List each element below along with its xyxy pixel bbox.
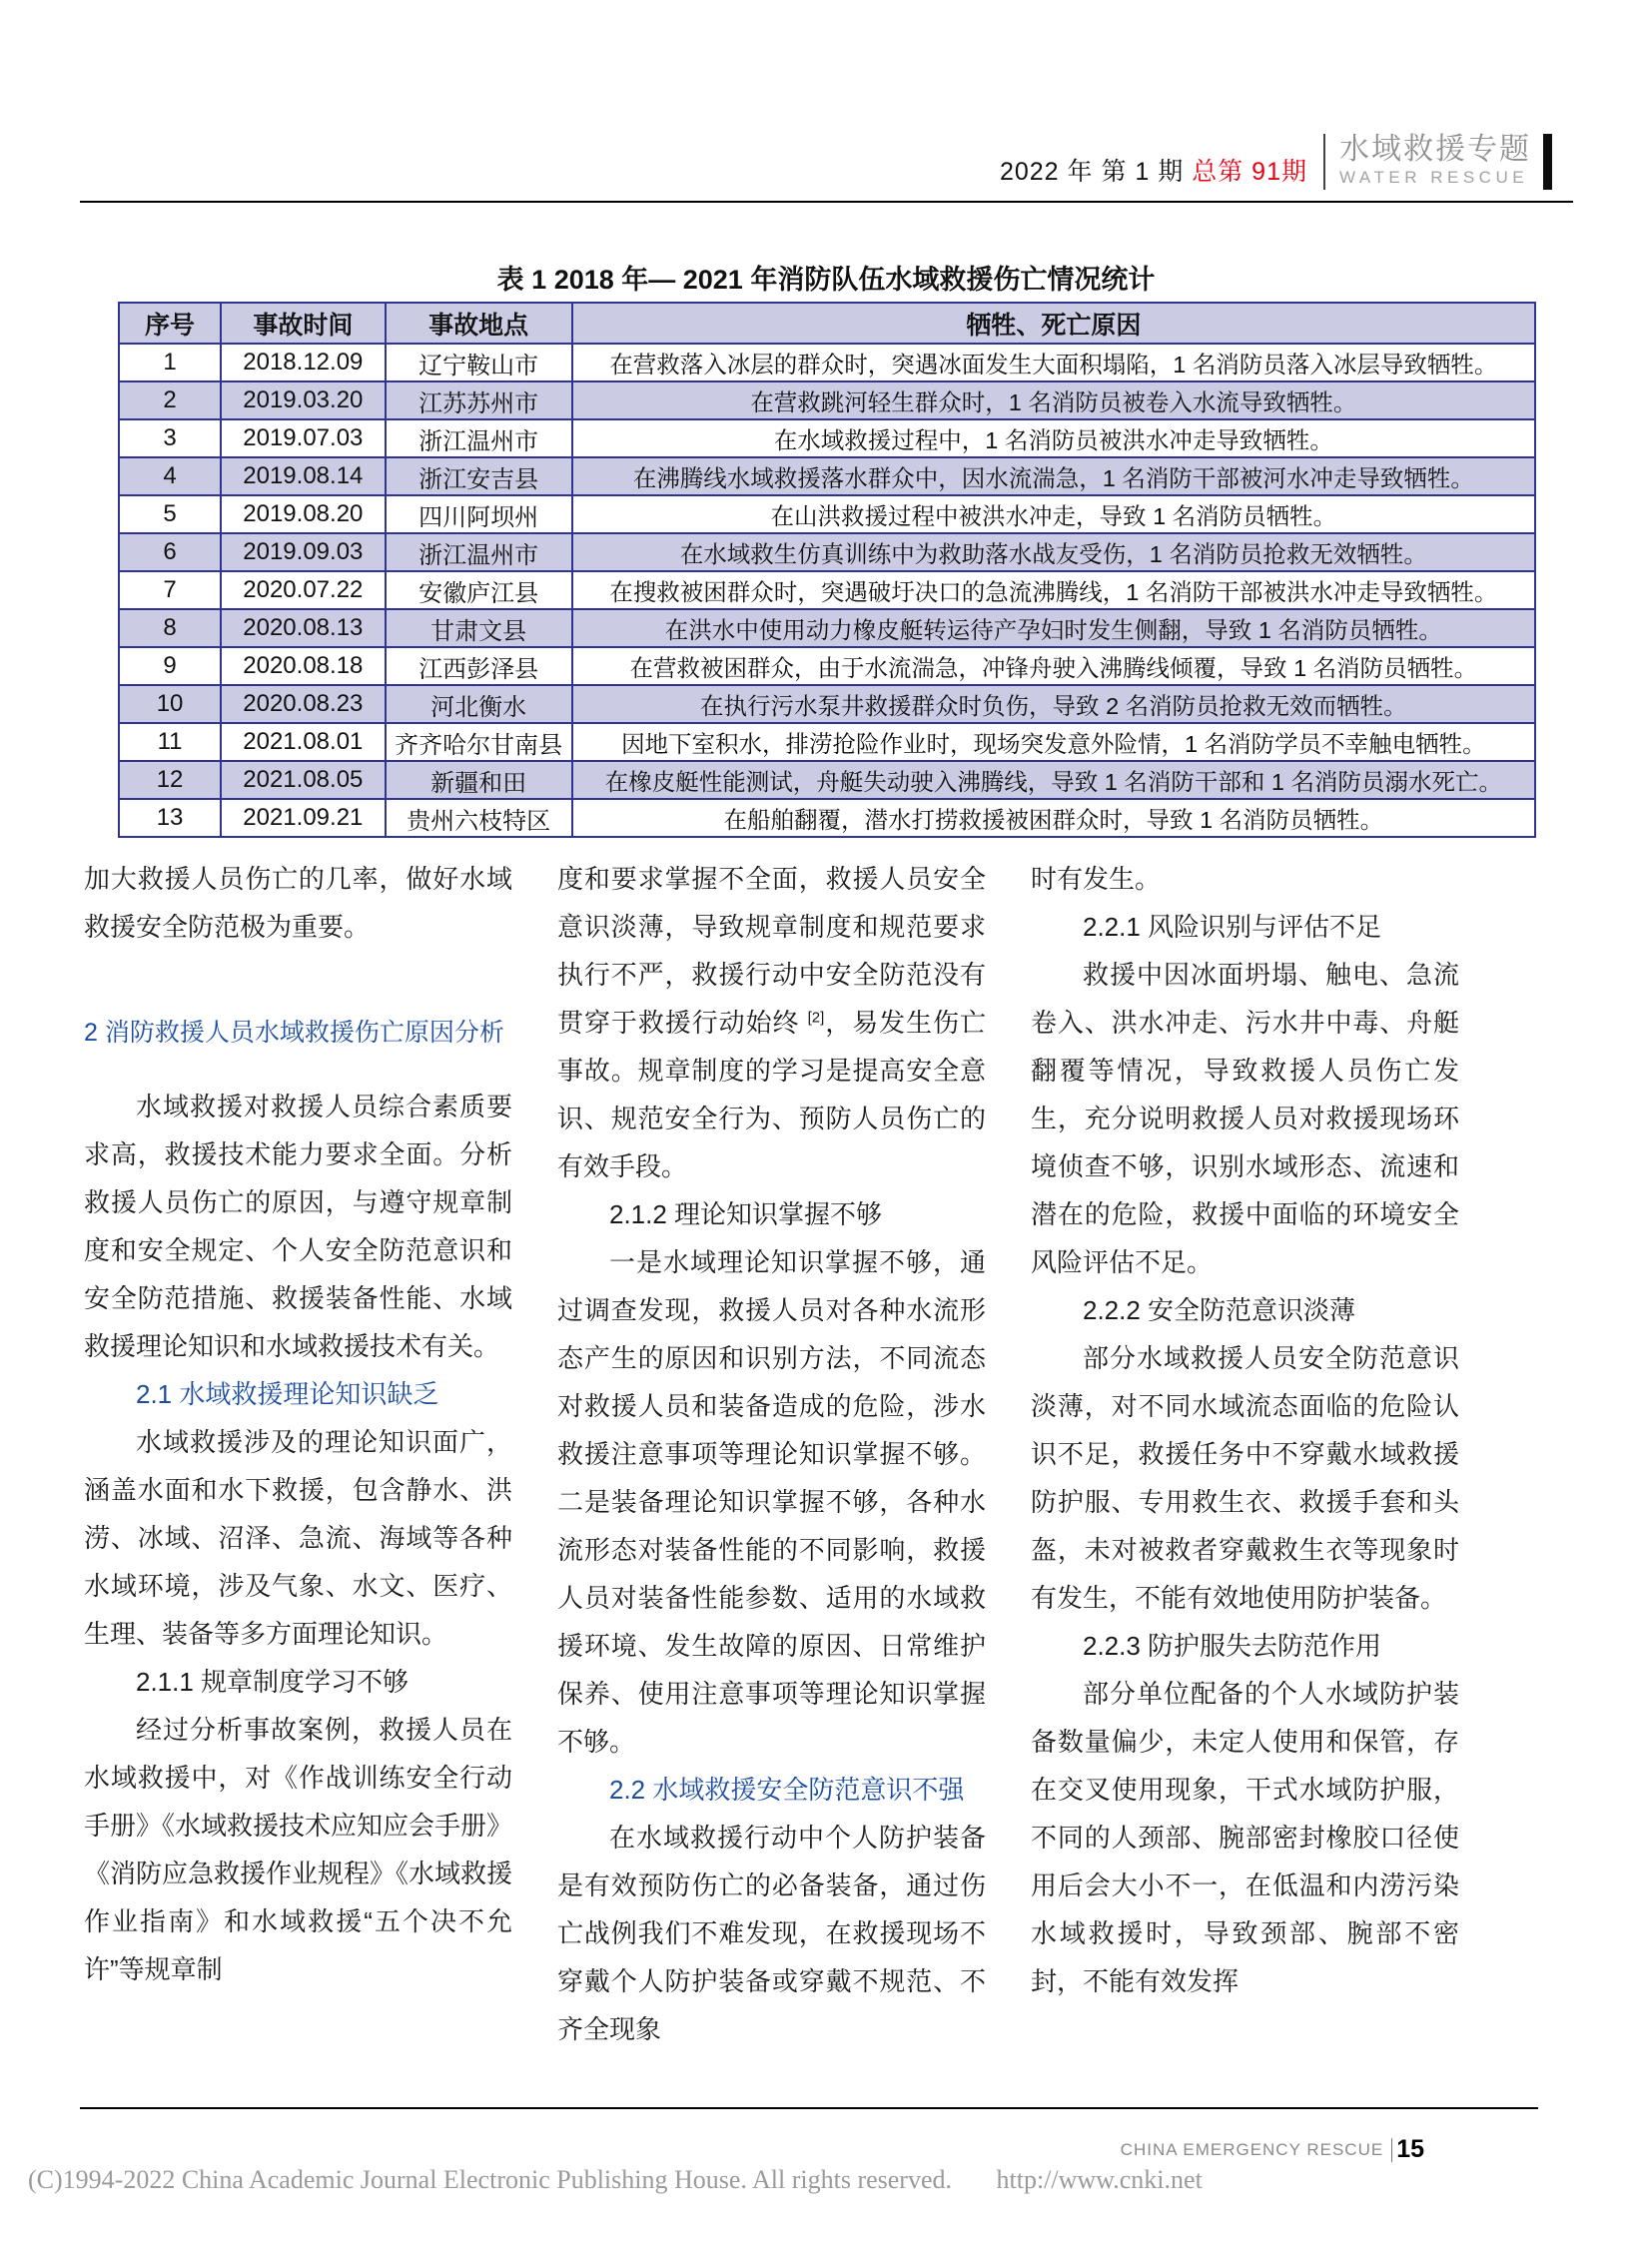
accident-location: 四川阿坝州 (386, 495, 572, 533)
copyright-url: http://www.cnki.net (996, 2165, 1203, 2194)
paragraph: 时有发生。 (1031, 864, 1162, 894)
topic-block (1339, 134, 1531, 190)
accident-location: 江西彭泽县 (386, 647, 572, 685)
accident-location: 甘肃文县 (386, 609, 572, 647)
row-index: 1 (119, 344, 221, 381)
article-body (84, 855, 1459, 2053)
death-cause: 在营救跳河轻生群众时，1 名消防员被卷入水流导致牺牲。 (572, 381, 1535, 419)
row-index: 10 (119, 685, 221, 723)
table-row (119, 761, 1535, 799)
accident-date: 2019.03.20 (221, 381, 385, 419)
journal-name-en: CHINA EMERGENCY RESCUE (1120, 2139, 1384, 2159)
paragraph: 在水域救援行动中个人防护装备是有效预防伤亡的必备装备，通过伤亡战例我们不难发现，在救援现场不穿戴个人防护装备或穿戴不规范、不齐全现象 (557, 1823, 986, 2044)
accident-date: 2021.08.05 (221, 761, 385, 799)
table-row (119, 571, 1535, 609)
paragraph: 水域救援涉及的理论知识面广，涵盖水面和水下救援，包含静水、洪涝、冰域、沼泽、急流、海域等各种水域环境，涉及气象、水文、医疗、生理、装备等多方面理论知识。 (84, 1427, 512, 1649)
accident-location: 贵州六枝特区 (386, 799, 572, 837)
paragraph: 水域救援对救援人员综合素质要求高，救援技术能力要求全面。分析救援人员伤亡的原因，与遵守规章制度和安全规定、个人安全防范意识和安全防范措施、救援装备性能、水域救援理论知识和水域救援技术有关。 (84, 1092, 512, 1361)
row-index: 2 (119, 381, 221, 419)
death-cause: 在沸腾线水域救援落水群众中，因水流湍急，1 名消防干部被河水冲走导致牺牲。 (572, 457, 1535, 495)
table-row (119, 609, 1535, 647)
accident-location: 安徽庐江县 (386, 571, 572, 609)
text-column-2 (557, 855, 986, 2053)
issue-info-red: 总第 91期 (1192, 158, 1307, 186)
death-cause: 在水域救生仿真训练中为救助落水战友受伤，1 名消防员抢救无效牺牲。 (572, 533, 1535, 571)
copyright-watermark (28, 2165, 1203, 2195)
accident-location: 江苏苏州市 (386, 381, 572, 419)
paragraph: 部分水域救援人员安全防范意识淡薄，对不同水域流态面临的危险认识不足，救援任务中不穿戴水域救援防护服、专用救生衣、救援手套和头盔，未对被救者穿戴救生衣等现象时有发生，不能有效地使用防护装备。 (1031, 1343, 1459, 1613)
section-heading-2-1: 2.1 水域救援理论知识缺乏 (136, 1379, 439, 1409)
accident-date: 2019.08.14 (221, 457, 385, 495)
page-number: 15 (1396, 2135, 1424, 2163)
table-row (119, 495, 1535, 533)
accident-date: 2021.09.21 (221, 799, 385, 837)
text-column-3 (1031, 855, 1459, 2053)
paragraph: 经过分析事故案例，救援人员在水域救援中，对《作战训练安全行动手册》《水域救援技术应知应会手册》《消防应急救援作业规程》《水域救援作业指南》和水域救援“五个决不允许”等规章制 (84, 1715, 513, 1984)
row-index: 11 (119, 723, 221, 761)
table-row (119, 381, 1535, 419)
casualty-table (118, 302, 1536, 838)
section-heading-2-2-2: 2.2.2 安全防范意识淡薄 (1083, 1295, 1356, 1325)
paragraph: 加大救援人员伤亡的几率，做好水域救援安全防范极为重要。 (84, 864, 512, 942)
table-row (119, 533, 1535, 571)
row-index: 5 (119, 495, 221, 533)
topic-subtitle: WATER RESCUE (1339, 168, 1529, 187)
accident-location: 辽宁鞍山市 (386, 344, 572, 381)
header-divider (1323, 134, 1325, 190)
table-row (119, 419, 1535, 457)
accident-location: 齐齐哈尔甘南县 (386, 723, 572, 761)
page-info (1121, 2135, 1424, 2164)
paragraph: 救援中因冰面坍塌、触电、急流卷入、洪水冲走、污水井中毒、舟艇翻覆等情况，导致救援人员伤亡发生，充分说明救援人员对救援现场环境侦查不够，识别水域形态、流速和潜在的危险，救援中面临的环境安全风险评估不足。 (1031, 960, 1459, 1277)
section-heading-2-1-2: 2.1.2 理论知识掌握不够 (609, 1199, 883, 1229)
row-index: 4 (119, 457, 221, 495)
issue-info-black: 2022 年 第 1 期 (999, 158, 1185, 186)
text-column-1 (84, 855, 512, 2053)
table-column-header: 牺牲、死亡原因 (572, 303, 1535, 344)
paragraph: 部分单位配备的个人水域防护装备数量偏少，未定人使用和保管，存在交叉使用现象，干式水域防护服，不同的人颈部、腕部密封橡胶口径使用后会大小不一，在低温和内涝污染水域救援时，导致颈部、腕部不密封，不能有效发挥 (1031, 1679, 1459, 1996)
table-row (119, 799, 1535, 837)
section-heading-2: 2 消防救援人员水域救援伤亡原因分析 (84, 1019, 504, 1047)
accident-location: 浙江安吉县 (386, 457, 572, 495)
death-cause: 在洪水中使用动力橡皮艇转运待产孕妇时发生侧翻，导致 1 名消防员牺牲。 (572, 609, 1535, 647)
paragraph: 一是水域理论知识掌握不够，通过调查发现，救援人员对各种水流形态产生的原因和识别方法，不同流态对救援人员和装备造成的危险，涉水救援注意事项等理论知识掌握不够。二是装备理论知识掌握不够，各种水流形态对装备性能的不同影响，救援人员对装备性能参数、适用的水域救援环境、发生故障的原因、日常维护保养、使用注意事项等理论知识掌握不够。 (557, 1247, 986, 1757)
casualty-table-wrap (118, 302, 1536, 838)
table-column-header: 序号 (119, 303, 221, 344)
row-index: 3 (119, 419, 221, 457)
table-row (119, 457, 1535, 495)
header-rule (80, 201, 1573, 203)
death-cause: 在船舶翻覆，潜水打捞救援被困群众时，导致 1 名消防员牺牲。 (572, 799, 1535, 837)
death-cause: 在水域救援过程中，1 名消防员被洪水冲走导致牺牲。 (572, 419, 1535, 457)
death-cause: 在执行污水泵井救援群众时负伤，导致 2 名消防员抢救无效而牺牲。 (572, 685, 1535, 723)
table-header-row (119, 303, 1535, 344)
accident-date: 2019.08.20 (221, 495, 385, 533)
row-index: 7 (119, 571, 221, 609)
accident-date: 2019.09.03 (221, 533, 385, 571)
accident-location: 河北衡水 (386, 685, 572, 723)
death-cause: 在营救落入冰层的群众时，突遇冰面发生大面积塌陷，1 名消防员落入冰层导致牺牲。 (572, 344, 1535, 381)
death-cause: 在搜救被困群众时，突遇破圩决口的急流沸腾线，1 名消防干部被洪水冲走导致牺牲。 (572, 571, 1535, 609)
footer-rule (80, 2107, 1538, 2109)
death-cause: 因地下室积水，排涝抢险作业时，现场突发意外险情，1 名消防学员不幸触电牺牲。 (572, 723, 1535, 761)
row-index: 13 (119, 799, 221, 837)
header-black-bar (1543, 134, 1552, 190)
row-index: 6 (119, 533, 221, 571)
section-heading-2-2: 2.2 水域救援安全防范意识不强 (609, 1775, 965, 1805)
table-row (119, 344, 1535, 381)
table-column-header: 事故时间 (221, 303, 385, 344)
table-column-header: 事故地点 (386, 303, 572, 344)
page-number-divider (1391, 2138, 1392, 2162)
row-index: 12 (119, 761, 221, 799)
table-row (119, 685, 1535, 723)
accident-location: 浙江温州市 (386, 419, 572, 457)
accident-date: 2021.08.01 (221, 723, 385, 761)
section-heading-2-2-1: 2.2.1 风险识别与评估不足 (1083, 912, 1382, 942)
death-cause: 在橡皮艇性能测试，舟艇失动驶入沸腾线，导致 1 名消防干部和 1 名消防员溺水死亡。 (572, 761, 1535, 799)
accident-date: 2020.08.18 (221, 647, 385, 685)
casualty-table-body (119, 344, 1535, 837)
accident-date: 2020.08.23 (221, 685, 385, 723)
copyright-text: (C)1994-2022 China Academic Journal Electronic Publishing House. All rights reserved. (28, 2165, 952, 2194)
accident-date: 2019.07.03 (221, 419, 385, 457)
row-index: 9 (119, 647, 221, 685)
table-title: 表 1 2018 年— 2021 年消防队伍水域救援伤亡情况统计 (496, 265, 1156, 295)
section-heading-2-1-1: 2.1.1 规章制度学习不够 (136, 1667, 410, 1697)
issue-info (1000, 152, 1307, 188)
death-cause: 在山洪救援过程中被洪水冲走，导致 1 名消防员牺牲。 (572, 495, 1535, 533)
paragraph: 度和要求掌握不全面，救援人员安全意识淡薄，导致规章制度和规范要求执行不严，救援行动中安全防范没有贯穿于救援行动始终 [2]，易发生伤亡事故。规章制度的学习是提高安全意识、规范安全行为、预防人员伤亡的有效手段。 (557, 864, 986, 1181)
accident-date: 2020.08.13 (221, 609, 385, 647)
topic-title: 水域救援专题 (1339, 133, 1531, 166)
accident-date: 2018.12.09 (221, 344, 385, 381)
table-row (119, 647, 1535, 685)
table-row (119, 723, 1535, 761)
accident-date: 2020.07.22 (221, 571, 385, 609)
death-cause: 在营救被困群众，由于水流湍急，冲锋舟驶入沸腾线倾覆，导致 1 名消防员牺牲。 (572, 647, 1535, 685)
accident-location: 新疆和田 (386, 761, 572, 799)
section-heading-2-2-3: 2.2.3 防护服失去防范作用 (1083, 1631, 1382, 1661)
row-index: 8 (119, 609, 221, 647)
journal-header (1000, 134, 1552, 190)
accident-location: 浙江温州市 (386, 533, 572, 571)
